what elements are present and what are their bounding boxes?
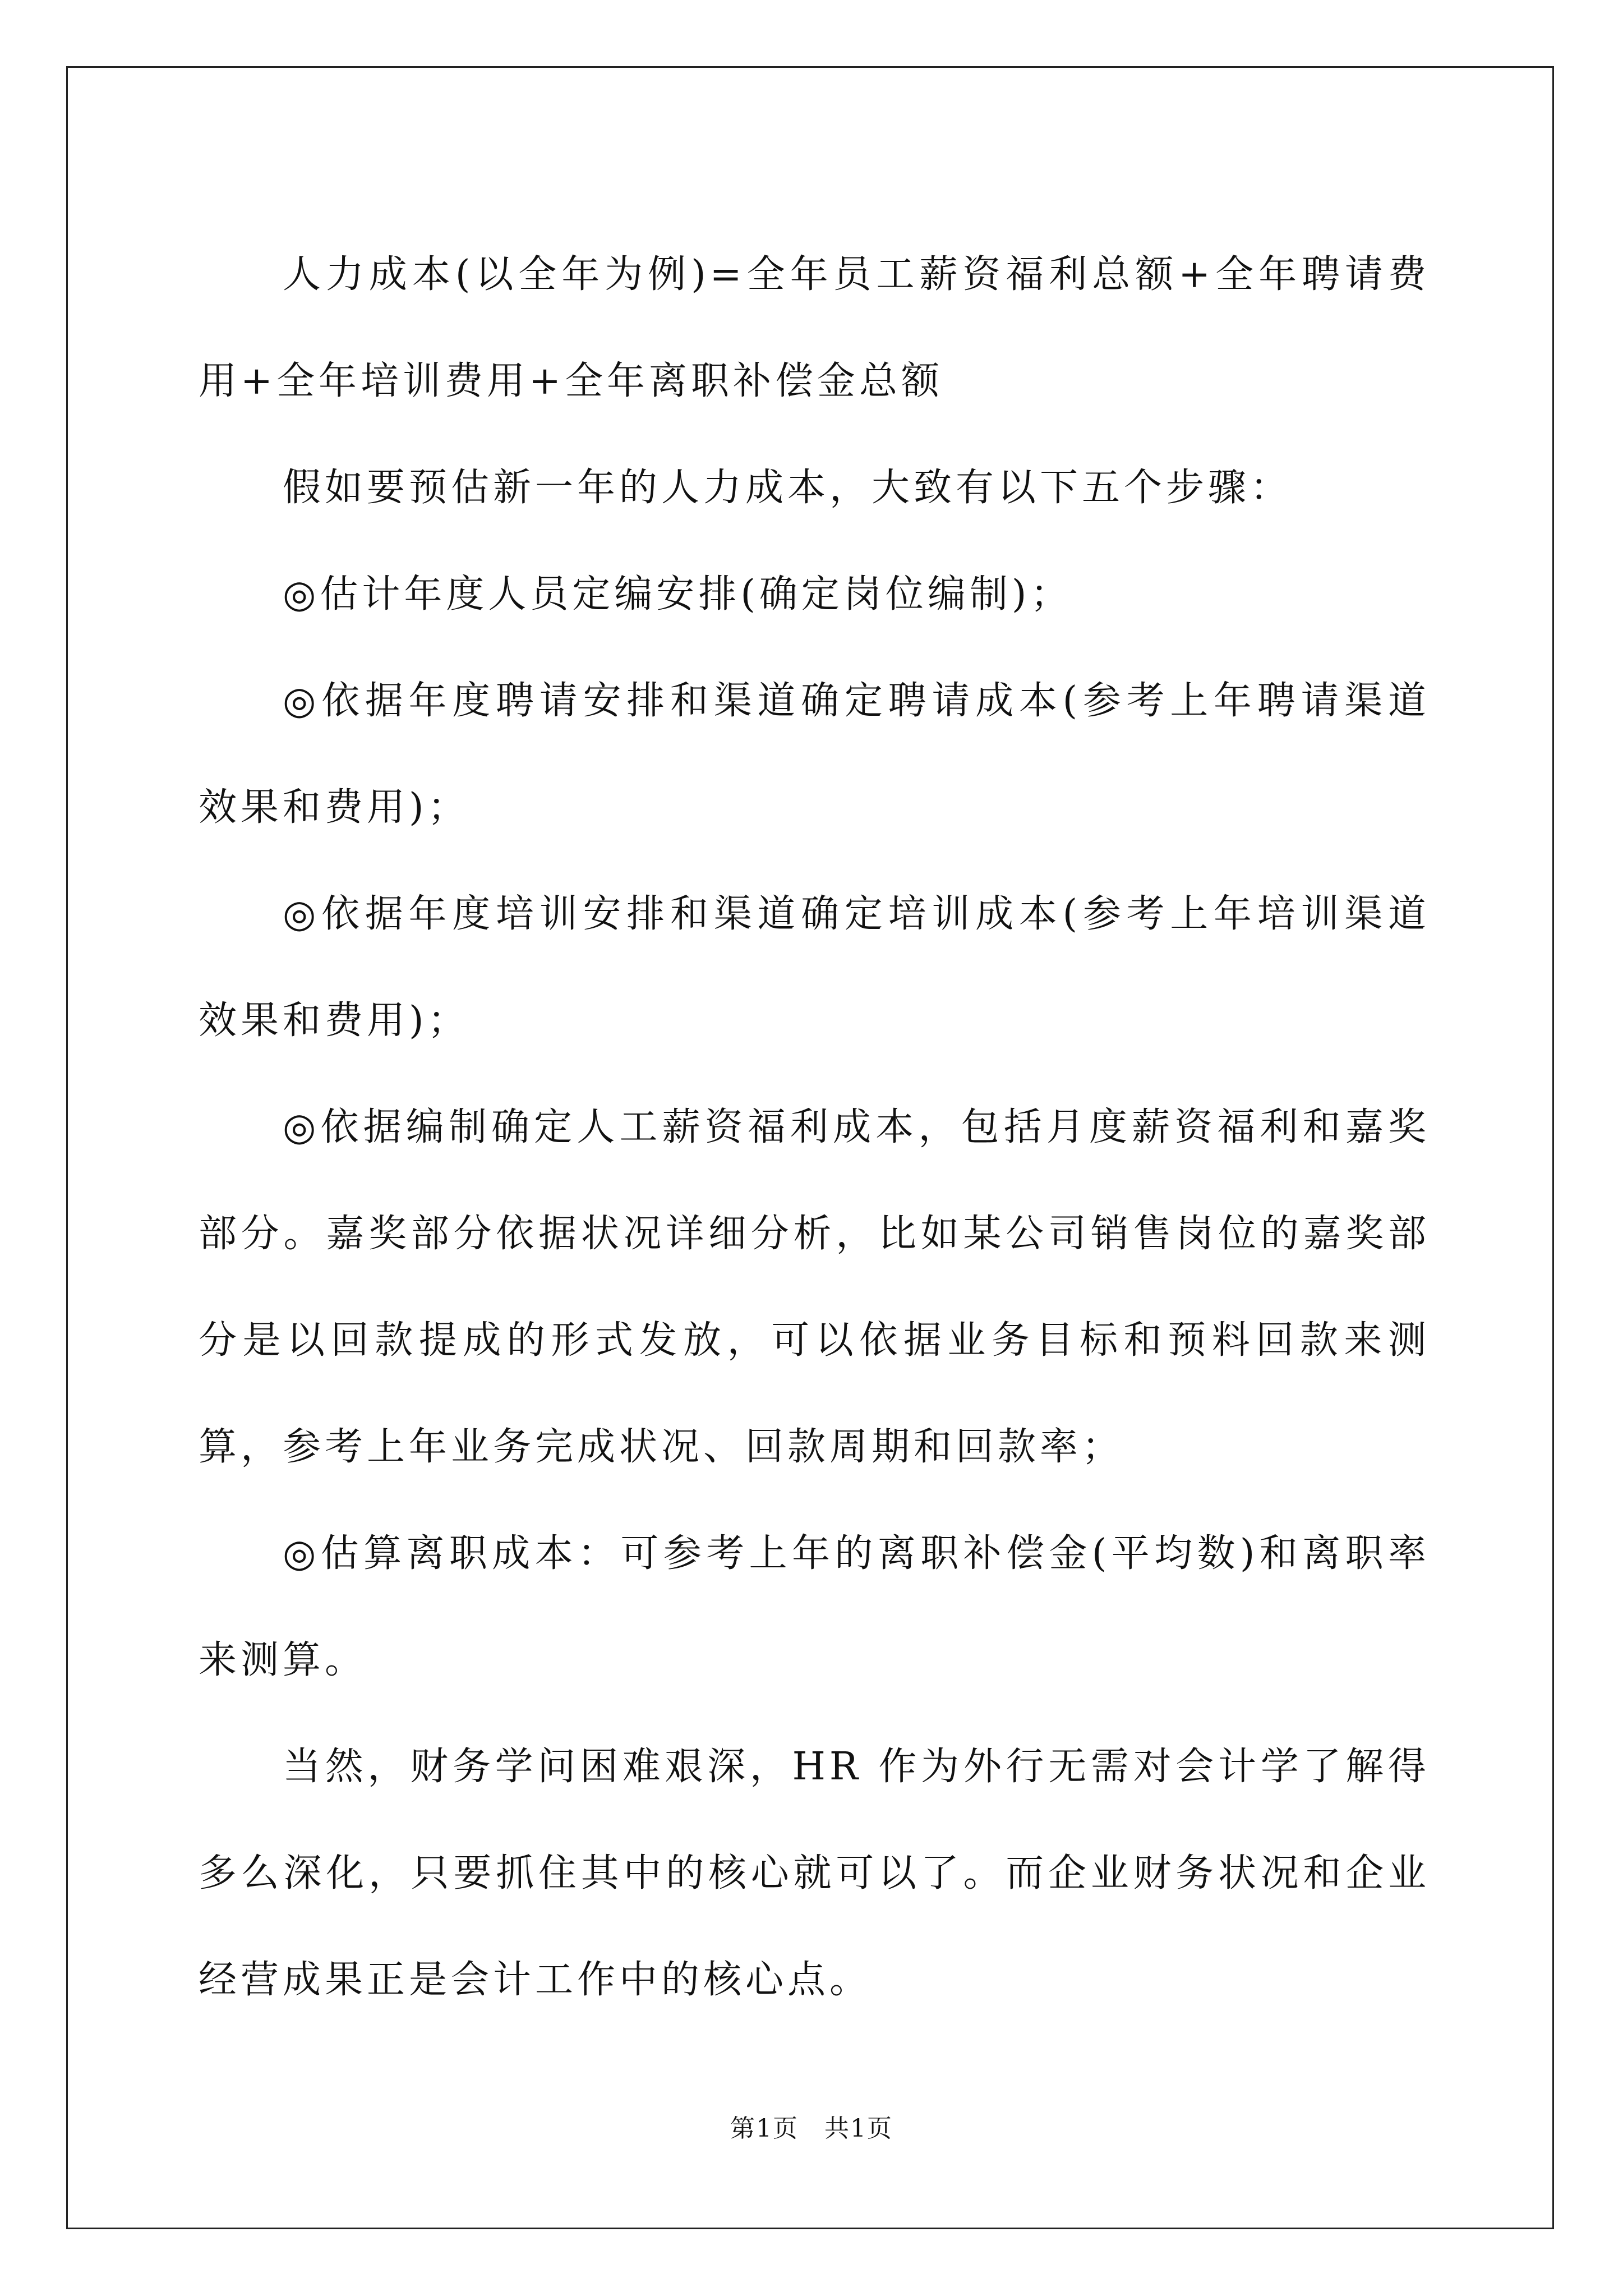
page-footer: 第1页 共1页 <box>730 2114 893 2143</box>
paragraph-step-headcount: ◎估计年度人员定编安排(确定岗位编制)； <box>283 572 1073 616</box>
paragraph-step-salary: ◎依据编制确定人工薪资福利成本，包括月度薪资福利和嘉奖部分。嘉奖部分依据状况详细分析，比如某公司销售岗位的嘉奖部分是以回款提成的形式发放，可以依据业务目标和预料回款来测算，参考上年业务完成状况、回款周期和回款率； <box>199 1105 1430 1469</box>
paragraph-cost-formula: 人力成本(以全年为例)=全年员工薪资福利总额+全年聘请费用+全年培训费用+全年离职补偿金总额 <box>199 252 1430 403</box>
paragraph-five-steps-intro: 假如要预估新一年的人力成本，大致有以下五个步骤： <box>283 466 1293 510</box>
document-body <box>199 222 1430 2033</box>
paragraph-step-turnover: ◎估算离职成本：可参考上年的离职补偿金(平均数)和离职率来测算。 <box>199 1531 1430 1682</box>
paragraph-step-training: ◎依据年度培训安排和渠道确定培训成本(参考上年培训渠道效果和费用)； <box>199 892 1430 1043</box>
paragraph-step-recruitment: ◎依据年度聘请安排和渠道确定聘请成本(参考上年聘请渠道效果和费用)； <box>199 679 1430 830</box>
paragraph-conclusion: 当然，财务学问困难艰深，HR 作为外行无需对会计学了解得多么深化，只要抓住其中的核心就可以了。而企业财务状况和企业经营成果正是会计工作中的核心点。 <box>199 1745 1430 2002</box>
